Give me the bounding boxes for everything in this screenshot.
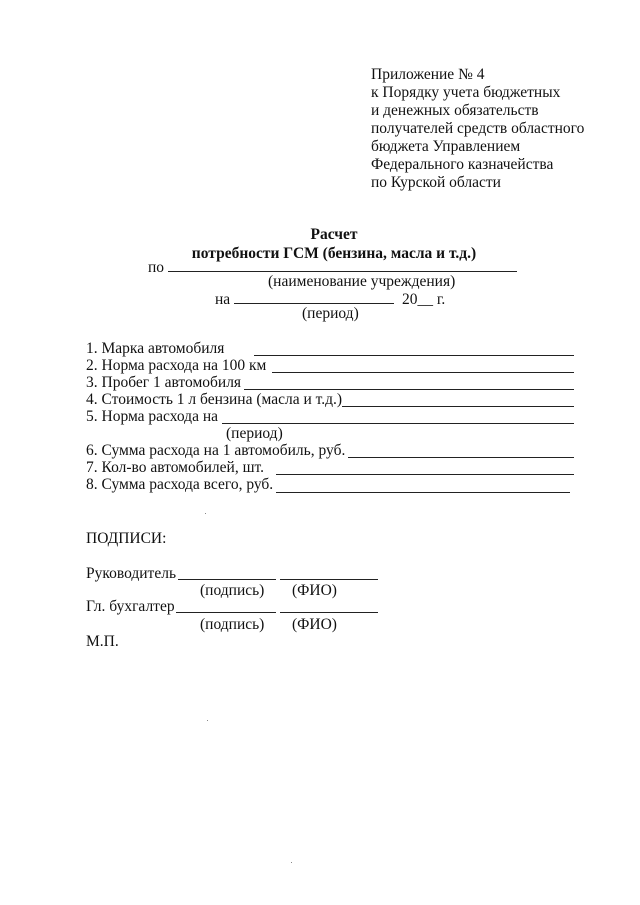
item-fuel-price-field[interactable] xyxy=(342,406,574,407)
item-fuel-price: 4. Стоимость 1 л бензина (масла и т.д.) xyxy=(86,391,343,408)
item-period-hint: (период) xyxy=(226,425,283,442)
accountant-name-field[interactable] xyxy=(280,612,378,613)
item-total-cost: 8. Сумма расхода всего, руб. xyxy=(86,476,274,493)
period-field[interactable] xyxy=(234,289,394,304)
institution-field[interactable] xyxy=(168,257,517,272)
head-name-field[interactable] xyxy=(280,579,378,580)
item-car-count-field[interactable] xyxy=(276,474,574,475)
institution-hint: (наименование учреждения) xyxy=(268,273,456,290)
institution-prefix: по xyxy=(148,259,165,276)
item-mileage: 3. Пробег 1 автомобиля xyxy=(86,374,242,391)
scan-speck xyxy=(291,862,292,863)
appendix-line: Приложение № 4 xyxy=(371,66,485,83)
signatures-heading: ПОДПИСИ: xyxy=(86,530,167,547)
item-cost-per-car: 6. Сумма расхода на 1 автомобиль, руб. xyxy=(86,442,346,459)
scan-speck xyxy=(207,720,208,721)
appendix-line: Федерального казначейства xyxy=(371,156,554,173)
item-car-brand: 1. Марка автомобиля xyxy=(86,340,225,357)
item-mileage-field[interactable] xyxy=(244,389,574,390)
document-subtitle: потребности ГСМ (бензина, масла и т.д.) xyxy=(191,245,477,262)
item-consumption-norm: 2. Норма расхода на 100 км xyxy=(86,357,267,374)
item-period-norm-field[interactable] xyxy=(222,423,574,424)
appendix-line: по Курской области xyxy=(371,174,501,191)
scan-speck xyxy=(205,513,206,514)
appendix-line: бюджета Управлением xyxy=(371,138,521,155)
head-signature-field[interactable] xyxy=(178,579,276,580)
period-prefix: на xyxy=(215,291,231,308)
document-title: Расчет xyxy=(310,226,358,243)
appendix-line: и денежных обязательств xyxy=(371,102,539,119)
item-consumption-norm-field[interactable] xyxy=(272,372,574,373)
head-label: Руководитель xyxy=(86,565,177,582)
appendix-block xyxy=(371,66,621,192)
item-period-norm: 5. Норма расхода на xyxy=(86,408,218,425)
head-signature-hint: (подпись) xyxy=(200,582,265,599)
appendix-line: получателей средств областного xyxy=(371,120,585,137)
accountant-name-hint: (ФИО) xyxy=(292,616,337,633)
item-car-count: 7. Кол-во автомобилей, шт. xyxy=(86,459,265,476)
item-total-cost-field[interactable] xyxy=(276,492,570,493)
item-cost-per-car-field[interactable] xyxy=(348,457,574,458)
item-car-brand-field[interactable] xyxy=(254,355,574,356)
accountant-signature-hint: (подпись) xyxy=(200,616,265,633)
head-name-hint: (ФИО) xyxy=(292,582,337,599)
stamp-label: М.П. xyxy=(86,633,119,650)
accountant-signature-field[interactable] xyxy=(176,612,276,613)
period-year: 20__ г. xyxy=(401,291,446,308)
appendix-line: к Порядку учета бюджетных xyxy=(371,84,561,101)
accountant-label: Гл. бухгалтер xyxy=(86,598,175,615)
period-hint: (период) xyxy=(302,305,359,322)
